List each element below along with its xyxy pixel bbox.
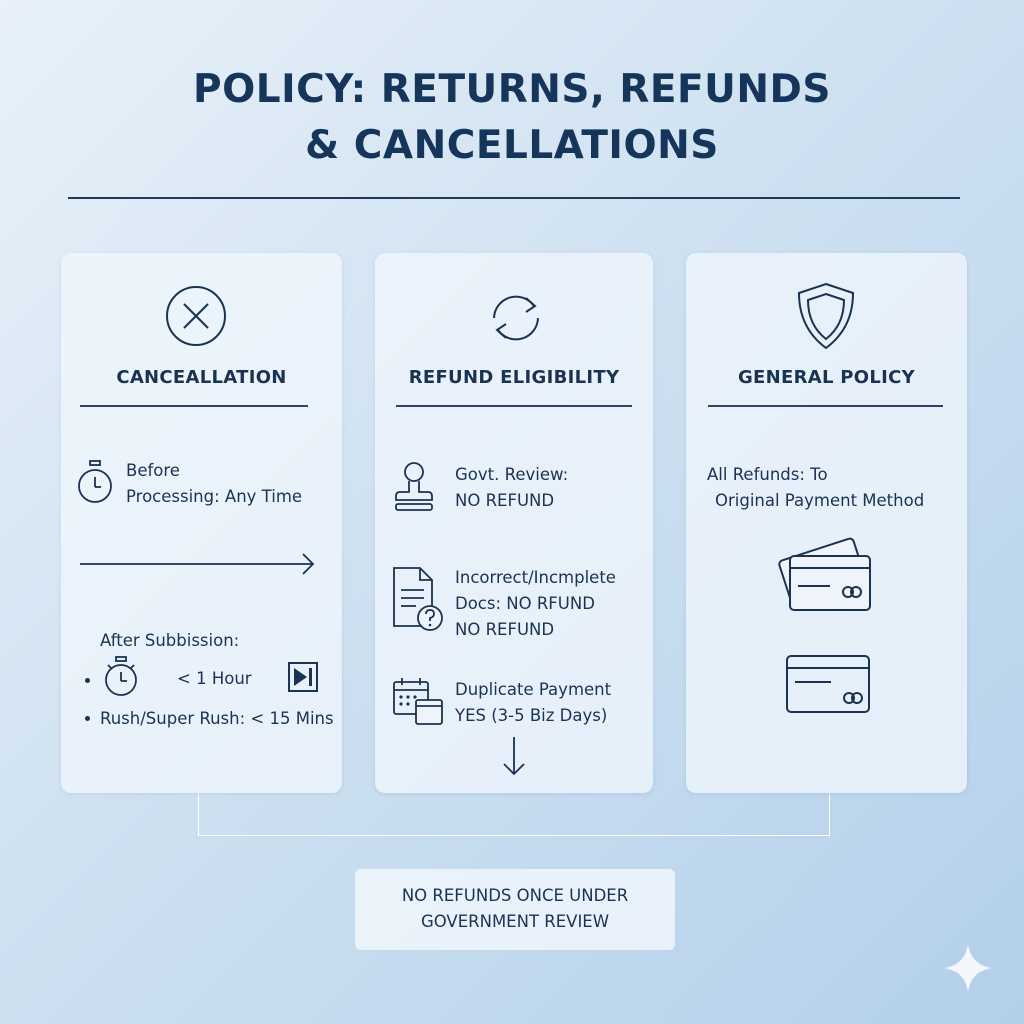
after-item-1-text: < 1 Hour xyxy=(177,669,252,688)
general-policy-title: GENERAL POLICY xyxy=(737,367,916,388)
before-processing-line-1: Before xyxy=(126,461,180,480)
page-title xyxy=(0,62,1024,174)
govt-review-line-2: NO REFUND xyxy=(455,491,555,510)
skip-forward-icon xyxy=(288,662,318,692)
incorrect-docs-line-2: Docs: NO RFUND xyxy=(455,594,595,613)
general-policy-line-1: All Refunds: To xyxy=(707,465,828,484)
before-processing-text xyxy=(126,458,302,510)
bullet-2 xyxy=(85,716,90,721)
after-submission-label: After Subbission: xyxy=(100,631,240,650)
shield-icon xyxy=(796,282,856,350)
after-item-2-text: Rush/Super Rush: < 15 Mins xyxy=(100,709,334,728)
stamp-icon xyxy=(392,460,436,514)
footer-line-2: GOVERNMENT REVIEW xyxy=(420,912,610,931)
cancellation-title: CANCEALLATION xyxy=(116,367,287,388)
credit-cards-icon xyxy=(778,534,874,614)
general-policy-divider xyxy=(708,405,943,407)
arrow-down-icon xyxy=(502,737,526,777)
document-question-icon xyxy=(392,566,446,634)
page-title-line-1: POLICY: RETURNS, REFUNDS xyxy=(193,67,831,112)
sparkle-icon xyxy=(942,942,994,994)
general-policy-text xyxy=(686,462,967,514)
duplicate-payment-line-1: Duplicate Payment xyxy=(455,680,612,699)
general-policy-line-2: Original Payment Method xyxy=(715,491,925,510)
arrow-right-icon xyxy=(80,552,316,576)
stopwatch-icon xyxy=(102,656,140,698)
cancel-circle-icon xyxy=(164,284,228,348)
card-connector xyxy=(198,793,830,836)
refresh-icon xyxy=(480,288,552,348)
stopwatch-icon xyxy=(76,460,114,504)
footer-notice xyxy=(355,869,675,950)
incorrect-docs-text xyxy=(455,565,616,643)
govt-review-text xyxy=(455,462,568,514)
credit-card-icon xyxy=(785,654,871,714)
before-processing-line-2: Processing: Any Time xyxy=(126,487,303,506)
page-title-line-2: & CANCELLATIONS xyxy=(305,123,719,168)
refund-eligibility-divider xyxy=(396,405,632,407)
bullet-1 xyxy=(85,678,90,683)
duplicate-payment-line-2: YES (3-5 Biz Days) xyxy=(455,706,608,725)
footer-line-1: NO REFUNDS ONCE UNDER xyxy=(401,886,629,905)
duplicate-payment-text xyxy=(455,677,611,729)
cancellation-divider xyxy=(80,405,308,407)
govt-review-line-1: Govt. Review: xyxy=(455,465,569,484)
incorrect-docs-line-3: NO REFUND xyxy=(455,620,555,639)
title-divider xyxy=(68,197,960,199)
refund-eligibility-title: REFUND ELIGIBILITY xyxy=(408,367,620,388)
incorrect-docs-line-1: Incorrect/Incmplete xyxy=(455,568,616,587)
calendar-icon xyxy=(392,676,444,726)
